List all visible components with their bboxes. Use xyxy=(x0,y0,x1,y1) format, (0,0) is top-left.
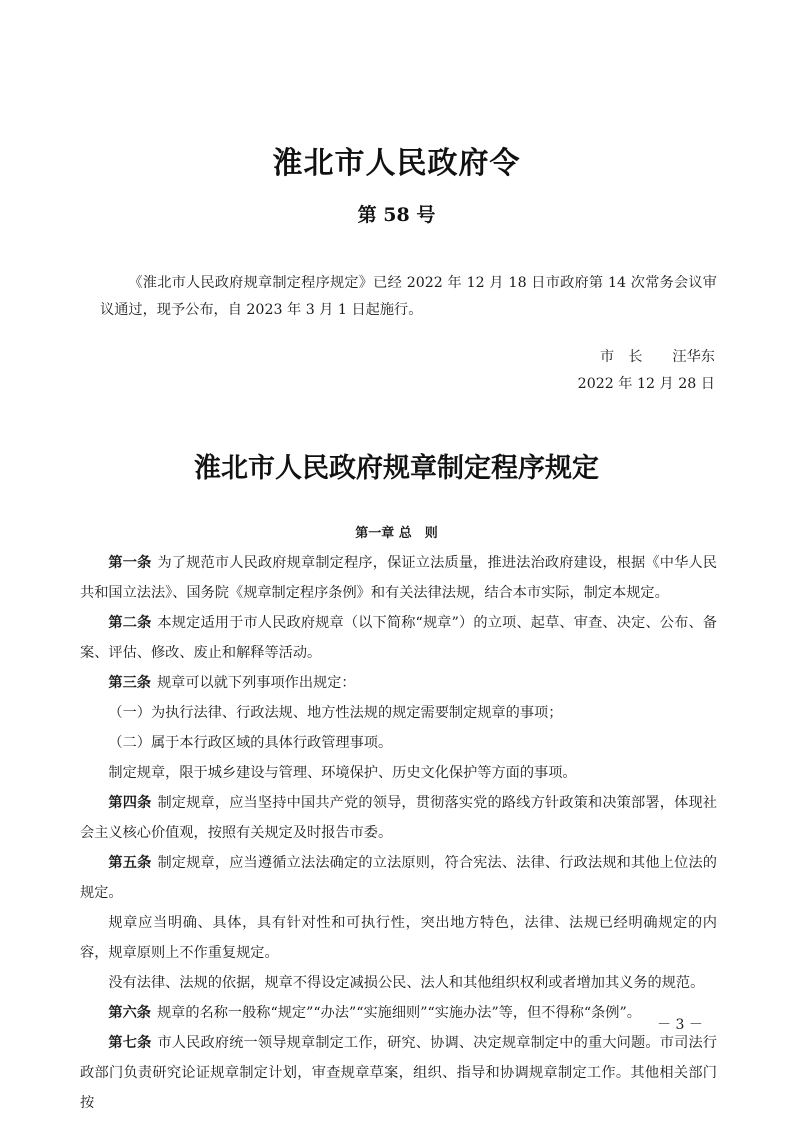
article-label: 第五条 xyxy=(108,855,152,871)
regulation-title: 淮北市人民政府规章制定程序规定 xyxy=(194,453,599,484)
list-item-paragraph xyxy=(80,728,717,758)
signature-block xyxy=(578,344,715,398)
list-item-paragraph xyxy=(80,698,717,728)
announcement-paragraph: 《淮北市人民政府规章制定程序规定》已经 2022 年 12 月 18 日市政府第 14 次常务会议审议通过，现予公布，自 2023 年 3 月 1 日起施行。 xyxy=(100,275,717,318)
article-text: 规章可以就下列事项作出规定： xyxy=(156,675,356,691)
body-paragraph xyxy=(80,968,717,998)
chapter-title: 第一章 总 则 xyxy=(355,526,438,541)
article-paragraph xyxy=(80,788,717,848)
body-paragraph xyxy=(80,908,717,968)
regulation-body xyxy=(80,548,717,1118)
order-title: 淮北市人民政府令 xyxy=(272,146,521,181)
signer-role-char: 长 xyxy=(628,349,643,365)
article-text: 规章的名称一般称“规定”“办法”“实施细则”“实施办法”等，但不得称“条例”。 xyxy=(156,1005,641,1021)
article-label: 第六条 xyxy=(108,1005,151,1021)
article-paragraph xyxy=(80,668,717,698)
article-text: 本规定适用于市人民政府规章（以下简称“规章”）的立项、起草、审查、决定、公布、备案、评估、修改、废止和解释等活动。 xyxy=(80,615,717,661)
signer-line xyxy=(578,344,715,371)
article-label: 第一条 xyxy=(108,555,152,571)
order-number: 第 58 号 xyxy=(357,204,436,226)
article-paragraph xyxy=(80,548,717,608)
signer-name: 汪华东 xyxy=(672,349,715,365)
article-text: 为了规范市人民政府规章制定程序，保证立法质量，推进法治政府建设，根据《中华人民共和国立法法》、国务院《规章制定程序条例》和有关法律法规，结合本市实际，制定本规定。 xyxy=(80,555,717,601)
body-paragraph xyxy=(80,758,717,788)
article-text: （二）属于本行政区域的具体行政管理事项。 xyxy=(108,735,393,751)
signer-role-char: 市 xyxy=(600,349,615,365)
article-text: 制定规章，限于城乡建设与管理、环境保护、历史文化保护等方面的事项。 xyxy=(108,765,577,781)
article-label: 第三条 xyxy=(108,675,151,691)
article-paragraph xyxy=(80,848,717,908)
article-text: 没有法律、法规的依据，规章不得设定减损公民、法人和其他组织权利或者增加其义务的规范。 xyxy=(108,975,705,991)
article-paragraph xyxy=(80,998,717,1028)
article-text: 制定规章，应当遵循立法法确定的立法原则，符合宪法、法律、行政法规和其他上位法的规定。 xyxy=(80,855,717,901)
article-paragraph xyxy=(80,1028,717,1118)
article-text: 规章应当明确、具体，具有针对性和可执行性，突出地方特色，法律、法规已经明确规定的内容，规章原则上不作重复规定。 xyxy=(80,915,717,961)
signature-date: 2022 年 12 月 28 日 xyxy=(577,376,715,392)
article-text: 市人民政府统一领导规章制定工作，研究、协调、决定规章制定中的重大问题。市司法行政部门负责研究论证规章制定计划，审查规章草案，组织、指导和协调规章制定工作。其他相关部门按 xyxy=(80,1035,717,1111)
article-text: 制定规章，应当坚持中国共产党的领导，贯彻落实党的路线方针政策和决策部署，体现社会主义核心价值观，按照有关规定及时报告市委。 xyxy=(80,795,717,841)
article-label: 第二条 xyxy=(108,615,152,631)
article-paragraph xyxy=(80,608,717,668)
article-text: （一）为执行法律、行政法规、地方性法规的规定需要制定规章的事项； xyxy=(108,705,563,721)
page-number: － 3 － xyxy=(657,1017,703,1033)
article-label: 第七条 xyxy=(108,1035,152,1051)
article-label: 第四条 xyxy=(108,795,152,811)
